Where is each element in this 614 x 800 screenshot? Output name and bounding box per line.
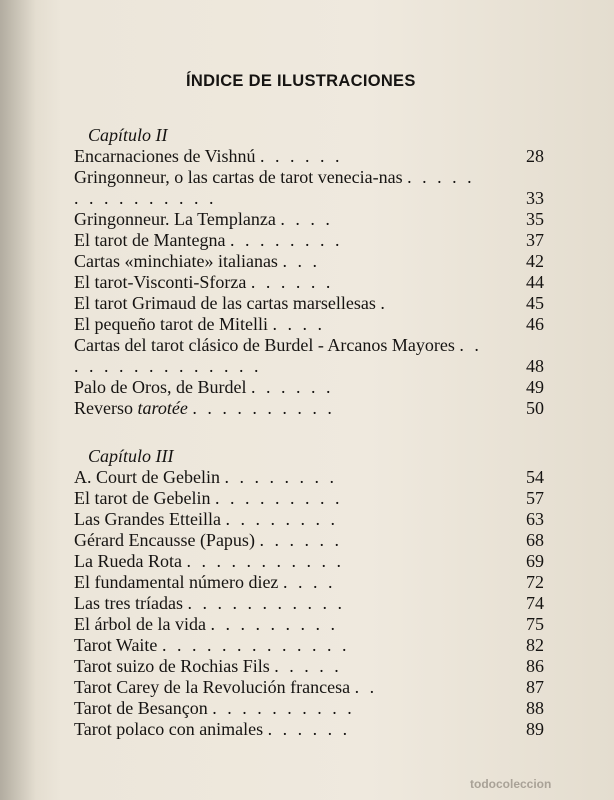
- entry-title: [74, 698, 544, 719]
- table-of-contents: [74, 124, 544, 740]
- entry-label: Cartas del tarot clásico de Burdel - Arcanos Mayores: [74, 335, 455, 355]
- toc-entry: [74, 488, 544, 509]
- entry-title: [74, 656, 544, 677]
- toc-entry: [74, 698, 544, 719]
- page-number: 63: [526, 509, 544, 529]
- entry-title: [74, 377, 544, 398]
- entry-label: Tarot polaco con animales: [74, 719, 264, 739]
- entry-label: A. Court de Gebelin: [74, 467, 220, 487]
- entry-label: Gringonneur, o las cartas de tarot venecia-nas: [74, 167, 403, 187]
- toc-entry: [74, 167, 544, 209]
- page-number: 54: [526, 467, 544, 487]
- entry-label: Gérard Encausse (Papus): [74, 530, 255, 550]
- entry-title: [74, 509, 544, 530]
- dot-leader: . . . . . . . . . . . . . . .: [74, 335, 482, 376]
- dot-leader: .: [380, 293, 388, 313]
- toc-entry: [74, 509, 544, 530]
- page-number: 68: [526, 530, 544, 550]
- page-number: 89: [526, 719, 544, 739]
- toc-entry: [74, 593, 544, 614]
- section-heading: Capítulo II: [88, 125, 168, 145]
- entry-label: Reverso tarotée: [74, 398, 188, 418]
- toc-entry: [74, 635, 544, 656]
- entry-label: Tarot Waite: [74, 635, 158, 655]
- italic-word: tarotée: [137, 398, 188, 418]
- entry-title: [74, 209, 544, 230]
- entry-title: [74, 467, 544, 488]
- page-number: 46: [526, 314, 544, 334]
- toc-entry: [74, 314, 544, 335]
- toc-entry: [74, 251, 544, 272]
- page-title: ÍNDICE DE ILUSTRACIONES: [186, 72, 416, 90]
- entry-title: [74, 593, 544, 614]
- entry-title: [74, 335, 484, 377]
- toc-entry: [74, 551, 544, 572]
- entry-title: [74, 551, 544, 572]
- dot-leader: . . . . . . . . .: [210, 614, 338, 634]
- dot-leader: . . . . . . . .: [225, 509, 338, 529]
- page-number: 69: [526, 551, 544, 571]
- entry-title: [74, 677, 544, 698]
- toc-entry: [74, 614, 544, 635]
- page-number: 49: [526, 377, 544, 397]
- dot-leader: . . . . . . . . . . .: [187, 593, 345, 613]
- toc-entry: [74, 377, 544, 398]
- page-number: 82: [526, 635, 544, 655]
- entry-title: [74, 230, 544, 251]
- page-number: 75: [526, 614, 544, 634]
- toc-entry: [74, 209, 544, 230]
- toc-entry: [74, 677, 544, 698]
- page-number: 86: [526, 656, 544, 676]
- page-number: 87: [526, 677, 544, 697]
- entry-title: [74, 719, 544, 740]
- toc-entry: [74, 467, 544, 488]
- entry-label: Tarot suizo de Rochias Fils: [74, 656, 270, 676]
- entry-label: El tarot-Visconti-Sforza: [74, 272, 247, 292]
- dot-leader: . . . . .: [274, 656, 342, 676]
- section-gap: [74, 419, 544, 445]
- dot-leader: . . .: [282, 251, 320, 271]
- toc-entry: [74, 230, 544, 251]
- dot-leader: . . . . . . . . .: [214, 488, 343, 508]
- spine-shadow: [0, 0, 36, 800]
- page-number: 74: [526, 593, 544, 613]
- entry-title: [74, 167, 484, 209]
- page-number: 37: [526, 230, 544, 250]
- entry-title: [74, 398, 544, 419]
- dot-leader: . . . .: [280, 209, 333, 229]
- entry-label: El tarot de Gebelin: [74, 488, 211, 508]
- dot-leader: . .: [354, 677, 378, 697]
- dot-leader: . . . . . .: [250, 377, 334, 397]
- entry-label: Palo de Oros, de Burdel: [74, 377, 247, 397]
- entry-title: [74, 614, 544, 635]
- entry-label: Encarnaciones de Vishnú: [74, 146, 256, 166]
- dot-leader: . . . . . . . . . . . . . . .: [74, 167, 475, 208]
- page-number: 88: [526, 698, 544, 718]
- entry-label: Tarot Carey de la Revolución francesa: [74, 677, 351, 697]
- page-number: 33: [526, 188, 544, 208]
- entry-title: [74, 635, 544, 656]
- toc-entry: [74, 335, 544, 377]
- entry-label: El fundamental número diez: [74, 572, 279, 592]
- dot-leader: . . . . . . . . . . . . .: [161, 635, 350, 655]
- entry-title: [74, 146, 544, 167]
- page-number: 57: [526, 488, 544, 508]
- watermark: todocoleccion: [470, 777, 552, 791]
- entry-title: [74, 293, 544, 314]
- dot-leader: . . . . . . . .: [224, 467, 337, 487]
- entry-label: Las Grandes Etteilla: [74, 509, 221, 529]
- toc-entry: [74, 293, 544, 314]
- toc-entry: [74, 530, 544, 551]
- page-number: 45: [526, 293, 544, 313]
- dot-leader: . . . . . . . . . . .: [186, 551, 344, 571]
- toc-entry: [74, 398, 544, 419]
- toc-entry: [74, 656, 544, 677]
- page-number: 42: [526, 251, 544, 271]
- entry-title: [74, 530, 544, 551]
- entry-label: El tarot Grimaud de las cartas marsellesas: [74, 293, 376, 313]
- page-number: 48: [526, 356, 544, 376]
- dot-leader: . . . . . .: [259, 530, 342, 550]
- page-number: 50: [526, 398, 544, 418]
- page-number: 72: [526, 572, 544, 592]
- dot-leader: . . . . . . . . . .: [192, 398, 335, 418]
- entry-label: El pequeño tarot de Mitelli: [74, 314, 268, 334]
- dot-leader: . . . .: [272, 314, 325, 334]
- dot-leader: . . . .: [282, 572, 336, 592]
- page-number: 44: [526, 272, 544, 292]
- entry-label: Tarot de Besançon: [74, 698, 208, 718]
- dot-leader: . . . . . .: [267, 719, 351, 739]
- toc-entry: [74, 146, 544, 167]
- entry-title: [74, 251, 544, 272]
- toc-entry: [74, 572, 544, 593]
- entry-title: [74, 488, 544, 509]
- page-number: 35: [526, 209, 544, 229]
- entry-label: El tarot de Mantegna: [74, 230, 226, 250]
- dot-leader: . . . . . . . .: [229, 230, 343, 250]
- entry-label: El árbol de la vida: [74, 614, 206, 634]
- entry-title: [74, 272, 544, 293]
- dot-leader: . . . . . .: [250, 272, 334, 292]
- entry-title: [74, 314, 544, 335]
- entry-label: Las tres tríadas: [74, 593, 183, 613]
- section-heading: Capítulo III: [88, 446, 174, 466]
- entry-label: Cartas «minchiate» italianas: [74, 251, 278, 271]
- dot-leader: . . . . . .: [260, 146, 343, 166]
- page-number: 28: [526, 146, 544, 166]
- entry-title: [74, 572, 544, 593]
- entry-label: La Rueda Rota: [74, 551, 182, 571]
- dot-leader: . . . . . . . . . .: [212, 698, 355, 718]
- entry-label: Gringonneur. La Templanza: [74, 209, 276, 229]
- toc-entry: [74, 719, 544, 740]
- toc-entry: [74, 272, 544, 293]
